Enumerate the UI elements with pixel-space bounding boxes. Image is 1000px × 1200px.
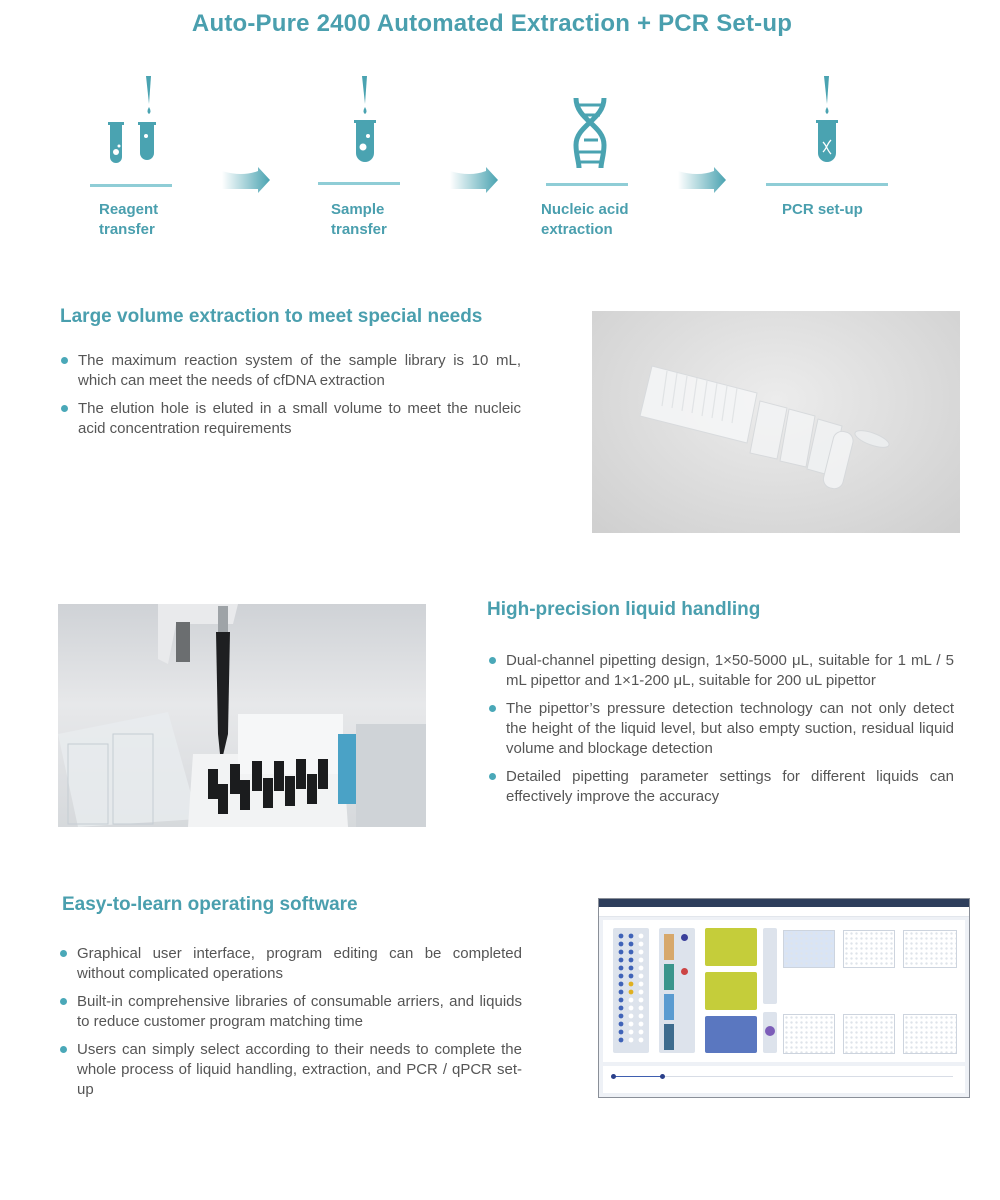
arrow-right-icon [222,167,272,193]
step-label: transfer [331,221,387,238]
bullet-icon [61,357,68,364]
arrow-right-icon [450,167,500,193]
list-item: Users can simply select according to their needs to complete the whole process of liquid handling, extraction, and PCR / qPCR set-up [58,1040,522,1100]
bullet-icon [489,705,496,712]
software-screenshot [598,898,970,1098]
arrow-right-icon [678,167,728,193]
section-bullet-list [59,351,521,447]
step-baseline [318,182,400,185]
page-title: Auto-Pure 2400 Automated Extraction + PCR Set-up [191,10,793,37]
bullet-icon [60,950,67,957]
list-item: The pipettor’s pressure detection technology can not only detect the height of the liquid level, but also empty suction, residual liquid volume and blockage detection [487,699,954,759]
pipetting-deck-photo [58,604,426,827]
list-item: The elution hole is eluted in a small volume to meet the nucleic acid concentration requirements [59,399,521,439]
step-label: extraction [541,221,613,238]
step-label: transfer [99,221,155,238]
step-baseline [546,183,628,186]
bullet-icon [61,405,68,412]
list-item: The maximum reaction system of the sample library is 10 mL, which can meet the needs of cfDNA extraction [59,351,521,391]
dna-helix-icon [546,70,670,180]
step-label: PCR set-up [782,201,863,218]
software-titlebar [599,899,969,907]
bullet-icon [489,657,496,664]
bullet-icon [60,998,67,1005]
step-label: Reagent [99,201,159,218]
sample-tube-pipette-icon [318,70,442,180]
list-item: Graphical user interface, program editing can be completed without complicated operations [58,944,522,984]
software-deck-layout [603,920,965,1062]
step-label: Nucleic acid [541,201,629,218]
pcr-tube-pipette-icon [766,70,890,180]
section-heading: Large volume extraction to meet special needs [60,306,483,327]
list-item: Built-in comprehensive libraries of consumable arriers, and liquids to reduce customer program matching time [58,992,522,1032]
software-step-progress [603,1066,965,1093]
list-item: Dual-channel pipetting design, 1×50-5000 μL, suitable for 1 mL / 5 mL pipettor and 1×1-200 μL, suitable for 200 uL pipettor [487,651,954,691]
step-label: Sample [331,201,385,218]
step-baseline [90,184,172,187]
section-bullet-list [487,651,954,815]
section-heading: Easy-to-learn operating software [62,894,358,915]
software-toolbar [599,907,969,917]
consumable-tubes-photo [592,311,960,533]
reagent-tubes-pipette-icon [90,70,214,180]
bullet-icon [489,773,496,780]
section-bullet-list [58,944,522,1108]
section-heading: High-precision liquid handling [487,599,761,620]
step-baseline [766,183,888,186]
bullet-icon [60,1046,67,1053]
list-item: Detailed pipetting parameter settings for different liquids can effectively improve the accuracy [487,767,954,807]
